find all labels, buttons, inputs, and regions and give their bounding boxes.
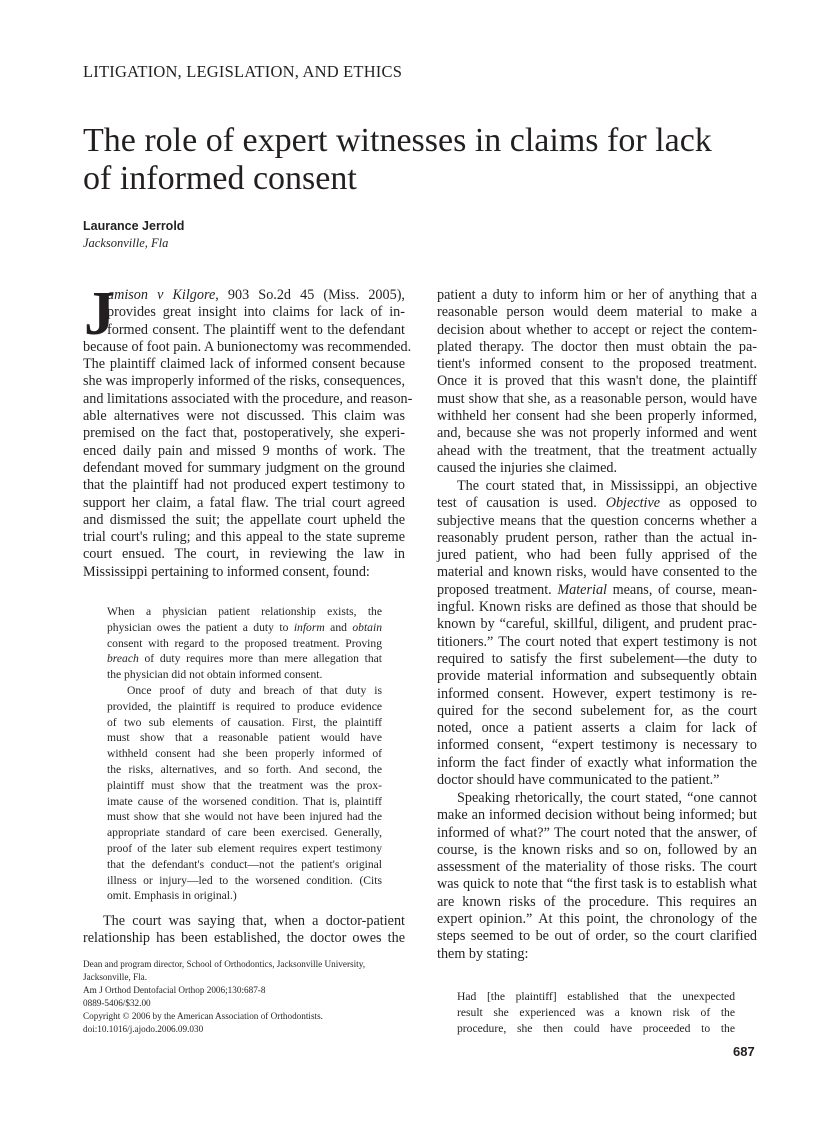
text-line: subjective means that the question concerns whether a [437, 512, 757, 529]
text-line: decision about whether to accept or reject the contem- [437, 321, 757, 338]
text-line: tient's informed consent to the proposed treatment. [437, 356, 757, 373]
text-line: Dean and program director, School of Orthodontics, Jacksonville University, [83, 959, 365, 969]
text-line: and, because she was not properly informed and went [437, 425, 757, 442]
text-line [437, 582, 757, 599]
text-line: withheld consent had she been properly informed of [107, 747, 382, 761]
text-line: quired for the second subelement for, as the court [437, 702, 757, 719]
text-line: ingful. Known risks are defined as those that should be [437, 599, 757, 616]
text-line: that the defendant's conduct—not the patient's original [107, 857, 382, 871]
text-line: that the plaintiff had not produced expert testimony to [83, 477, 405, 494]
text-line: assessment of the materiality of those risks. The court [437, 859, 757, 876]
text-line: them by stating: [437, 945, 529, 962]
text-line: reasonable person would deem material to make a [437, 304, 757, 321]
text-line: and dismissed the suit; the appellate court upheld the [83, 511, 405, 528]
text-line [107, 651, 382, 667]
text-line: of two sub elements of causation. First, the plaintiff [107, 715, 382, 729]
author-affiliation: Jacksonville, Fla [83, 236, 169, 250]
text-line: make an informed decision without being informed; but [437, 807, 757, 824]
paragraph [437, 287, 757, 477]
paragraph [83, 913, 405, 948]
footnote [83, 958, 413, 1036]
text-line: Once it is proved that this wasn't done, the plaintiff [437, 373, 757, 390]
italic-text: Material [557, 581, 607, 598]
text-line: Mississippi pertaining to informed consent, found: [83, 563, 370, 580]
article-title [83, 122, 783, 198]
text-line: procedure, she then could have proceeded to the [457, 1021, 735, 1035]
text-line: Copyright © 2006 by the American Association of Orthodontists. [83, 1011, 323, 1021]
text-line: informed consent. However, expert testimony is re- [437, 685, 757, 702]
text-line: Once proof of duty and breach of that duty is [127, 684, 382, 697]
author-name: Laurance Jerrold [83, 219, 185, 233]
text-span: proposed treatment. [437, 581, 558, 598]
title-line: of informed consent [83, 160, 357, 197]
text-line: defendant moved for summary judgment on the ground [83, 459, 405, 476]
text-line: expert opinion.” At this point, the chronology of the [437, 911, 757, 928]
title-line: The role of expert witnesses in claims for lack [83, 122, 712, 159]
paragraph [437, 478, 757, 789]
text-line: the physician did not obtain informed consent. [107, 668, 323, 682]
page-number: 687 [733, 1044, 755, 1059]
text-span: means, of course, mean- [606, 581, 757, 598]
text-line: able alternatives were not discussed. This claim was [83, 408, 405, 425]
text-line: result she experienced was a known risk of the [457, 1005, 735, 1019]
drop-cap: J [84, 280, 115, 348]
text-line: course, is the known risks and so on, followed by an [437, 841, 757, 858]
italic-text: obtain [352, 620, 382, 634]
text-line: The court was saying that, when a doctor-patient [103, 913, 405, 929]
text-line: 0889-5406/$32.00 [83, 998, 151, 1008]
text-line [107, 620, 382, 636]
text-line [437, 495, 757, 512]
text-line: Had [the plaintiff] established that the unexpected [457, 990, 735, 1003]
text-line: must show that she would not have been injured had the [107, 810, 382, 824]
text-line: patient a duty to inform him or her of anything that a [437, 287, 757, 303]
text-line: informed consent, “expert testimony is necessary to [437, 737, 757, 754]
text-line [83, 287, 405, 304]
text-line: because of foot pain. A bunionectomy was recommended. [83, 338, 412, 355]
text-line: steps seemed to be out of order, so the court clarified [437, 928, 757, 945]
text-line: omit. Emphasis in original.) [107, 889, 237, 903]
text-span: test of causation is used. [437, 495, 606, 512]
text-line: and limitations associated with the procedure, and reason- [83, 390, 413, 407]
text-line: trial court's ruling; and this appeal to the state supreme [83, 529, 405, 546]
paragraph [437, 790, 757, 963]
text-span: physician owes the patient a duty to [107, 620, 294, 634]
block-quote-part-1 [107, 604, 382, 683]
text-line: known by “careful, skillful, diligent, and prudent prac- [437, 616, 757, 633]
italic-text: breach [107, 652, 139, 666]
text-line: informed of what?” The court noted that the answer, of [437, 824, 757, 841]
text-line: support her claim, a fatal flaw. The trial court agreed [83, 494, 405, 511]
text-line: Jacksonville, Fla. [83, 972, 148, 982]
text-line: illness or injury—led to the worsened condition. (Cits [107, 873, 382, 887]
text-line: Am J Orthod Dentofacial Orthop 2006;130:687-8 [83, 985, 266, 995]
text-line: reasonably prudent person, rather than the actual in- [437, 529, 757, 546]
text-line: imate cause of the worsened condition. That is, plaintiff [107, 794, 382, 808]
block-quote [457, 989, 735, 1036]
text-span: and [324, 620, 353, 634]
text-line: the risks, alternatives, and so forth. And second, the [107, 762, 382, 776]
text-line: noted, once a patient asserts a claim for lack of [437, 720, 757, 737]
italic-text: Objective [605, 495, 661, 512]
text-line: enced daily pain and missed 9 months of work. The [83, 442, 405, 459]
text-line: are known risks of the procedure. This requires an [437, 893, 757, 910]
text-line: inform the fact finder of exactly what information the [437, 754, 757, 771]
intro-paragraph [83, 280, 413, 581]
text-line: required to satisfy the first subelement—the duty to [437, 650, 757, 667]
text-line: was quick to note that “the first task is to establish what [437, 876, 757, 893]
text-line: provide material information and subsequently obtain [437, 668, 757, 685]
text-line: ahead with the treatment, that the treatment actually [437, 442, 757, 459]
text-line: consent with regard to the proposed treatment. Proving [107, 636, 382, 650]
text-span: of duty requires more than mere allegation that [138, 652, 382, 666]
text-line: premised on the fact that, postoperatively, she experi- [83, 425, 405, 442]
text-line: jured patient, who had been fully apprised of the [437, 547, 757, 564]
text-line: doi:10.1016/j.ajodo.2006.09.030 [83, 1024, 204, 1034]
text-line: titioners.” The court noted that expert testimony is not [437, 633, 757, 650]
text-line: provided, the plaintiff is required to produce evidence [107, 699, 382, 713]
text-line: caused the injuries she claimed. [437, 459, 618, 476]
text-line: doctor should have communicated to the patient.” [437, 772, 720, 789]
block-quote-part-2 [107, 683, 382, 904]
italic-text: amison v Kilgore [107, 287, 216, 303]
text-span: , 903 So.2d 45 (Miss. 2005), [215, 287, 405, 303]
text-line: plaintiff must show that the treatment was the prox- [107, 778, 382, 792]
text-line: material and known risks, would have consented to the [437, 564, 757, 581]
text-line: Speaking rhetorically, the court stated, “one cannot [457, 790, 757, 806]
text-line: she was improperly informed of the risks, consequences, [83, 373, 405, 390]
text-line: relationship has been established, the doctor owes the [83, 930, 405, 947]
text-line: When a physician patient relationship exists, the [107, 605, 382, 618]
text-line: court ensued. The court, in reviewing the law in [83, 546, 405, 563]
text-line: formed consent. The plaintiff went to the defendant [107, 321, 405, 338]
text-line: must show that a reasonable patient would have [107, 731, 382, 745]
text-line: appropriate standard of care been exercised. Generally, [107, 826, 382, 840]
text-line: withheld her consent had she been properly informed, [437, 408, 757, 425]
text-line: proof of the later sub element requires expert testimony [107, 841, 382, 855]
text-line: The plaintiff claimed lack of informed consent because [83, 356, 405, 373]
text-line: provides great insight into claims for lack of in- [107, 304, 405, 321]
text-line: must show that she, as a reasonable person, would have [437, 390, 757, 407]
italic-text: inform [293, 620, 325, 634]
text-line: plated therapy. The doctor then must obtain the pa- [437, 338, 757, 355]
text-line: The court stated that, in Mississippi, an objective [457, 478, 757, 494]
text-span: as opposed to [660, 495, 757, 512]
section-header: LITIGATION, LEGISLATION, AND ETHICS [83, 62, 403, 81]
